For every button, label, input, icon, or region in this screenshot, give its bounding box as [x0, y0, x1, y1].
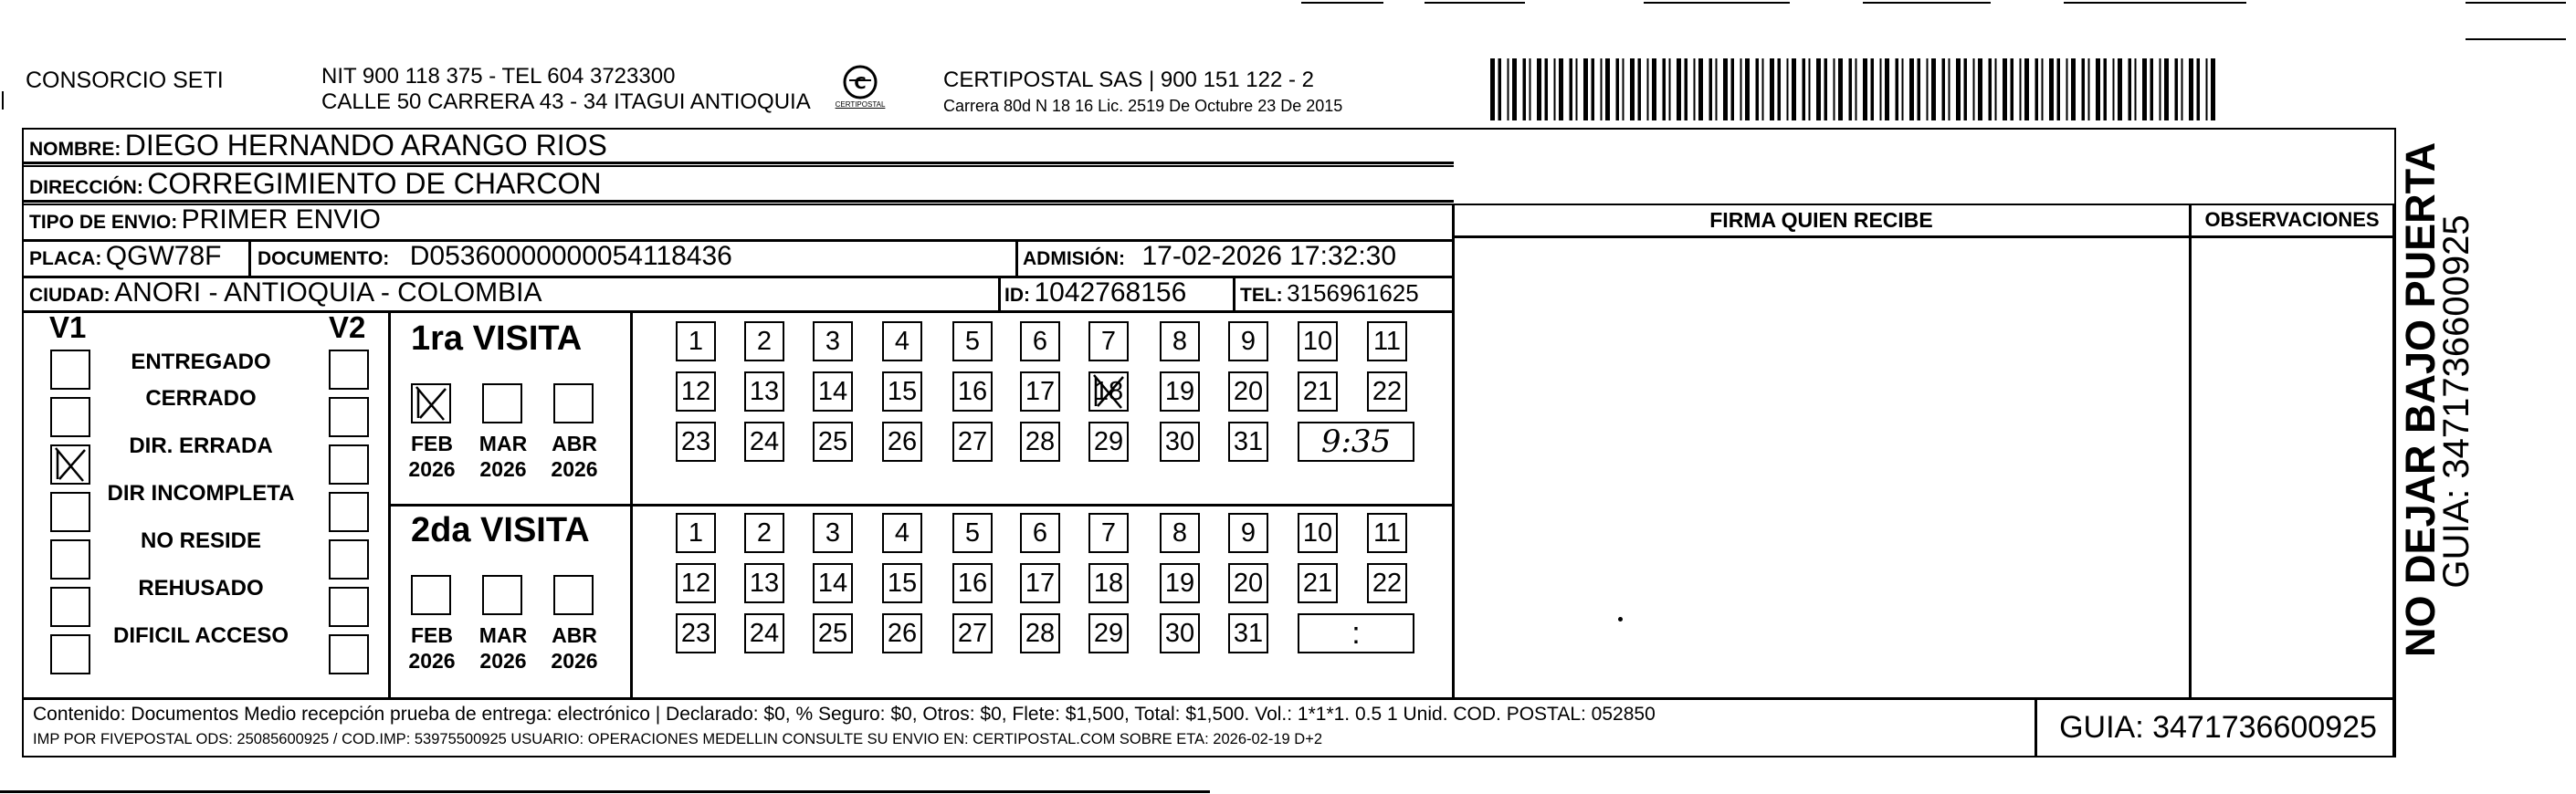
barcode-bar — [1677, 58, 1681, 120]
barcode-bar — [1762, 58, 1764, 120]
second-visit-title: 2da VISITA — [411, 511, 590, 549]
v1-header: V1 — [49, 310, 87, 344]
first-day-box: 10 — [1298, 321, 1338, 361]
placa-value: QGW78F — [105, 241, 222, 271]
ciudad-value: ANORI - ANTIOQUIA - COLOMBIA — [114, 277, 542, 308]
first-day-box: 7 — [1088, 321, 1129, 361]
footer-guia: GUIA: 3471736600925 — [2059, 710, 2377, 745]
barcode-bar — [1605, 58, 1610, 120]
barcode-bar — [1803, 58, 1806, 120]
barcode-bar — [1716, 58, 1718, 120]
barcode-bar — [1731, 58, 1735, 120]
second-day-box: 26 — [882, 613, 922, 653]
barcode-bar — [2042, 58, 2044, 120]
scan-line — [2, 91, 4, 110]
barcode-bar — [1770, 58, 1774, 120]
scan-line — [2466, 38, 2566, 40]
col-line — [1452, 204, 1455, 698]
id-row — [1004, 277, 1186, 308]
imp-line: IMP POR FIVEPOSTAL ODS: 25085600925 / COD.IMP: 53975500925 USUARIO: OPERACIONES MEDELLIN CONSULTE SU ENVIO EN: CERTIPOSTAL.COM SOBRE ETA: 2026-02-19 D+2 — [33, 731, 1323, 747]
second-day-box: 13 — [744, 563, 784, 603]
admision-row — [1023, 241, 1396, 272]
barcode-bar — [1787, 58, 1789, 120]
barcode-bar — [2035, 58, 2039, 120]
status-option-label: NO RESIDE — [140, 528, 262, 553]
second-day-box: 27 — [952, 613, 993, 653]
nombre-row — [29, 129, 607, 162]
second-day-box: 4 — [882, 513, 922, 553]
v2-checkbox — [329, 444, 369, 485]
barcode-bar — [2096, 58, 2100, 120]
first-day-box: 19 — [1160, 371, 1200, 412]
second-year-label: 2026 — [479, 649, 527, 673]
status-option-label: DIFICIL ACCESO — [112, 623, 289, 648]
barcode-bar — [1995, 58, 1997, 120]
firma-header: FIRMA QUIEN RECIBE — [1709, 208, 1933, 232]
barcode-bar — [1856, 58, 1857, 120]
barcode-bar — [2082, 58, 2086, 120]
second-day-box: 16 — [952, 563, 993, 603]
first-year-label: 2026 — [408, 457, 456, 481]
first-day-box: 31 — [1228, 422, 1268, 462]
v2-header: V2 — [329, 310, 366, 344]
barcode-bar — [2011, 58, 2014, 120]
barcode-bar — [1537, 58, 1541, 120]
second-day-box: 30 — [1160, 613, 1200, 653]
scan-line — [0, 790, 1210, 793]
first-day-box: 20 — [1228, 371, 1268, 412]
first-month-checkbox — [482, 383, 522, 423]
barcode-bar — [1973, 58, 1975, 120]
barcode-bar — [2160, 58, 2161, 120]
barcode-bar — [1863, 58, 1867, 120]
barcode — [1490, 58, 2228, 120]
first-month-label: MAR — [478, 432, 528, 455]
certipostal-logo — [831, 62, 889, 117]
barcode-bar — [1978, 58, 1982, 120]
second-year-label: 2026 — [551, 649, 598, 673]
barcode-bar — [2003, 58, 2007, 120]
direccion-label: DIRECCIÓN: — [29, 177, 143, 198]
barcode-bar — [1530, 58, 1531, 120]
barcode-bar — [1942, 58, 1946, 120]
ciudad-label: CIUDAD: — [29, 285, 110, 306]
admision-label: ADMISIÓN: — [1023, 248, 1125, 269]
first-time-box: 9:35 — [1298, 422, 1414, 462]
barcode-bar — [2071, 58, 2076, 120]
row-line — [22, 310, 1454, 313]
barcode-bar — [1849, 58, 1853, 120]
barcode-bar — [2211, 58, 2215, 120]
first-day-box: 23 — [676, 422, 716, 462]
second-day-box: 18 — [1088, 563, 1129, 603]
status-option-label: DIR INCOMPLETA — [107, 481, 295, 506]
barcode-bar — [2020, 58, 2022, 120]
status-option-label: REHUSADO — [138, 576, 264, 601]
second-day-box: 9 — [1228, 513, 1268, 553]
barcode-bar — [1896, 58, 1899, 120]
barcode-bar — [1740, 58, 1742, 120]
first-day-box: 24 — [744, 422, 784, 462]
status-option-label: CERRADO — [145, 386, 257, 411]
second-month-checkbox — [482, 575, 522, 615]
second-day-box: 12 — [676, 563, 716, 603]
barcode-bar — [1559, 58, 1563, 120]
col-line — [2035, 697, 2037, 757]
second-day-box: 14 — [813, 563, 853, 603]
scan-line — [2466, 2, 2566, 4]
check-mark-icon — [1088, 371, 1129, 412]
first-day-box: 11 — [1367, 321, 1407, 361]
first-day-box: 21 — [1298, 371, 1338, 412]
barcode-bar — [2175, 58, 2179, 120]
second-day-box: 21 — [1298, 563, 1338, 603]
first-day-box: 4 — [882, 321, 922, 361]
first-day-box: 29 — [1088, 422, 1129, 462]
first-month-checkbox — [553, 383, 594, 423]
second-day-box: 6 — [1020, 513, 1060, 553]
direccion-value: CORREGIMIENTO DE CHARCON — [147, 167, 602, 200]
first-day-box: 25 — [813, 422, 853, 462]
second-day-box: 20 — [1228, 563, 1268, 603]
first-day-box: 3 — [813, 321, 853, 361]
first-day-box: 12 — [676, 371, 716, 412]
second-day-box: 17 — [1020, 563, 1060, 603]
first-day-box: 30 — [1160, 422, 1200, 462]
first-month-label: FEB — [411, 432, 453, 455]
col-line — [2189, 204, 2192, 698]
barcode-bar — [1902, 58, 1904, 120]
first-day-box: 13 — [744, 371, 784, 412]
direccion-row — [29, 167, 602, 201]
second-month-label: ABR — [552, 623, 597, 647]
barcode-bar — [1909, 58, 1914, 120]
second-day-box: 19 — [1160, 563, 1200, 603]
placa-label: PLACA: — [29, 248, 102, 269]
barcode-bar — [1601, 58, 1603, 120]
barcode-bar — [1508, 58, 1509, 120]
first-day-box: 14 — [813, 371, 853, 412]
v2-checkbox — [329, 634, 369, 674]
id-label: ID: — [1004, 285, 1030, 306]
row-line — [1452, 235, 2396, 238]
barcode-bar — [2206, 58, 2208, 120]
first-month-checkbox — [411, 383, 451, 423]
id-value: 1042768156 — [1034, 277, 1187, 308]
v2-checkbox — [329, 397, 369, 437]
barcode-bar — [2088, 58, 2090, 120]
barcode-bar — [1871, 58, 1875, 120]
barcode-bar — [1964, 58, 1968, 120]
barcode-bar — [1545, 58, 1549, 120]
col-line — [630, 504, 1454, 507]
tipo-row — [29, 204, 381, 235]
second-month-label: MAR — [478, 623, 528, 647]
second-day-box: 3 — [813, 513, 853, 553]
second-month-checkbox — [411, 575, 451, 615]
barcode-bar — [2057, 58, 2061, 120]
tel-row — [1240, 279, 1419, 308]
barcode-bar — [1792, 58, 1796, 120]
second-day-box: 22 — [1367, 563, 1407, 603]
barcode-bar — [2189, 58, 2193, 120]
documento-label: DOCUMENTO: — [258, 248, 390, 269]
first-year-label: 2026 — [551, 457, 598, 481]
barcode-bar — [2113, 58, 2115, 120]
barcode-bar — [1918, 58, 1921, 120]
first-day-box: 28 — [1020, 422, 1060, 462]
second-day-box: 29 — [1088, 613, 1129, 653]
first-day-box: 1 — [676, 321, 716, 361]
first-day-box: 15 — [882, 371, 922, 412]
nombre-value: DIEGO HERNANDO ARANGO RIOS — [124, 129, 607, 162]
tipo-label: TIPO DE ENVIO: — [29, 212, 178, 233]
barcode-bar — [2182, 58, 2183, 120]
col-line — [1015, 239, 1018, 276]
scan-line — [1301, 2, 1383, 4]
second-day-box: 25 — [813, 613, 853, 653]
admision-value: 17-02-2026 17:32:30 — [1141, 241, 1397, 271]
first-month-label: ABR — [552, 432, 597, 455]
barcode-bar — [1592, 58, 1595, 120]
barcode-bar — [2118, 58, 2122, 120]
barcode-bar — [2129, 58, 2132, 120]
barcode-bar — [2197, 58, 2201, 120]
barcode-bar — [1885, 58, 1889, 120]
barcode-bar — [1723, 58, 1728, 120]
barcode-bar — [1931, 58, 1936, 120]
second-month-checkbox — [553, 575, 594, 615]
first-year-label: 2026 — [479, 457, 527, 481]
v2-checkbox — [329, 587, 369, 627]
nit-line: NIT 900 118 375 - TEL 604 3723300 — [321, 64, 676, 89]
barcode-bar — [1927, 58, 1929, 120]
second-day-box: 31 — [1228, 613, 1268, 653]
barcode-bar — [1570, 58, 1573, 120]
second-day-box: 28 — [1020, 613, 1060, 653]
v2-checkbox — [329, 350, 369, 390]
second-day-box: 10 — [1298, 513, 1338, 553]
company-name: CONSORCIO SETI — [26, 68, 224, 93]
barcode-bar — [1663, 58, 1667, 120]
first-day-box: 16 — [952, 371, 993, 412]
scan-line — [1863, 2, 1991, 4]
first-visit-title: 1ra VISITA — [411, 319, 583, 358]
col-line — [1233, 276, 1235, 310]
barcode-bar — [2104, 58, 2108, 120]
first-day-box: 18 — [1088, 371, 1129, 412]
tel-label: TEL: — [1240, 285, 1283, 306]
barcode-bar — [1616, 58, 1620, 120]
barcode-bar — [1989, 58, 1992, 120]
barcode-bar — [1698, 58, 1703, 120]
documento-row — [258, 241, 732, 272]
second-month-label: FEB — [411, 623, 453, 647]
col-line — [998, 276, 1001, 310]
second-time-box: : — [1298, 613, 1414, 653]
second-day-box: 11 — [1367, 513, 1407, 553]
barcode-bar — [1756, 58, 1760, 120]
second-day-box: 2 — [744, 513, 784, 553]
barcode-bar — [1709, 58, 1713, 120]
placa-row — [29, 241, 221, 272]
ink-dot — [1618, 617, 1623, 622]
barcode-bar — [1809, 58, 1811, 120]
first-day-box: 27 — [952, 422, 993, 462]
license-line: Carrera 80d N 18 16 Lic. 2519 De Octubre 23 De 2015 — [943, 97, 1343, 115]
v2-checkbox — [329, 492, 369, 532]
barcode-bar — [1949, 58, 1950, 120]
second-day-box: 24 — [744, 613, 784, 653]
barcode-bar — [1880, 58, 1882, 120]
barcode-bar — [1956, 58, 1961, 120]
barcode-bar — [1490, 58, 1495, 120]
no-dejar-bajo-puerta: NO DEJAR BAJO PUERTA — [2397, 141, 2444, 657]
check-mark-icon — [411, 383, 451, 423]
barcode-bar — [1630, 58, 1635, 120]
documento-value: D05360000000054118436 — [409, 241, 732, 271]
second-day-box: 23 — [676, 613, 716, 653]
barcode-bar — [1554, 58, 1556, 120]
barcode-bar — [2142, 58, 2147, 120]
barcode-bar — [1834, 58, 1835, 120]
observaciones-header: OBSERVACIONES — [2204, 208, 2380, 231]
barcode-bar — [2049, 58, 2054, 120]
barcode-bar — [1824, 58, 1828, 120]
barcode-bar — [1583, 58, 1588, 120]
barcode-bar — [1694, 58, 1696, 120]
barcode-bar — [1816, 58, 1821, 120]
barcode-bar — [1652, 58, 1656, 120]
first-day-box: 8 — [1160, 321, 1200, 361]
first-day-box: 2 — [744, 321, 784, 361]
v2-checkbox — [329, 539, 369, 580]
barcode-bar — [1685, 58, 1688, 120]
barcode-bar — [1745, 58, 1750, 120]
second-day-box: 5 — [952, 513, 993, 553]
status-option-label: DIR. ERRADA — [129, 434, 273, 458]
barcode-bar — [2024, 58, 2029, 120]
contenido-line: Contenido: Documentos Medio recepción prueba de entrega: electrónico | Declarado: $0, % Seguro: $0, Otros: $0, Flete: $1,500, Total: $1,500. Vol.: 1*1*1. 0.5 1 Unid. COD. POSTAL: 052850 — [33, 704, 1656, 725]
col-line — [388, 504, 630, 507]
second-year-label: 2026 — [408, 649, 456, 673]
first-day-box: 5 — [952, 321, 993, 361]
second-day-box: 15 — [882, 563, 922, 603]
col-line — [248, 239, 251, 276]
first-day-box: 22 — [1367, 371, 1407, 412]
barcode-bar — [1623, 58, 1624, 120]
row-line — [22, 697, 2396, 700]
ciudad-row — [29, 277, 542, 308]
status-option-label: ENTREGADO — [131, 350, 271, 374]
barcode-bar — [1647, 58, 1649, 120]
barcode-bar — [1498, 58, 1502, 120]
barcode-bar — [1838, 58, 1843, 120]
barcode-bar — [1523, 58, 1527, 120]
col-line — [2392, 204, 2395, 757]
first-day-box: 9 — [1228, 321, 1268, 361]
barcode-bar — [1778, 58, 1782, 120]
scan-line — [1425, 2, 1525, 4]
nombre-label: NOMBRE: — [29, 139, 121, 160]
barcode-bar — [2066, 58, 2068, 120]
tipo-value: PRIMER ENVIO — [181, 204, 382, 235]
second-day-box: 7 — [1088, 513, 1129, 553]
address-line: CALLE 50 CARRERA 43 - 34 ITAGUI ANTIOQUIA — [321, 89, 811, 114]
side-guia: GUIA: 3471736600925 — [2436, 214, 2476, 589]
scan-line — [2064, 2, 2246, 4]
first-day-box: 17 — [1020, 371, 1060, 412]
logo-text: CERTIPOSTAL — [835, 100, 886, 109]
second-day-box: 8 — [1160, 513, 1200, 553]
barcode-bar — [2150, 58, 2154, 120]
barcode-bar — [1638, 58, 1642, 120]
scan-line — [1644, 2, 1790, 4]
certipostal-line: CERTIPOSTAL SAS | 900 151 122 - 2 — [943, 68, 1314, 92]
svg-text:C: C — [854, 74, 867, 93]
barcode-bar — [2164, 58, 2169, 120]
first-day-box: 6 — [1020, 321, 1060, 361]
barcode-bar — [1512, 58, 1517, 120]
first-day-box: 26 — [882, 422, 922, 462]
second-day-box: 1 — [676, 513, 716, 553]
barcode-bar — [2135, 58, 2137, 120]
barcode-bar — [1576, 58, 1578, 120]
tel-value: 3156961625 — [1287, 279, 1419, 307]
barcode-bar — [1669, 58, 1671, 120]
